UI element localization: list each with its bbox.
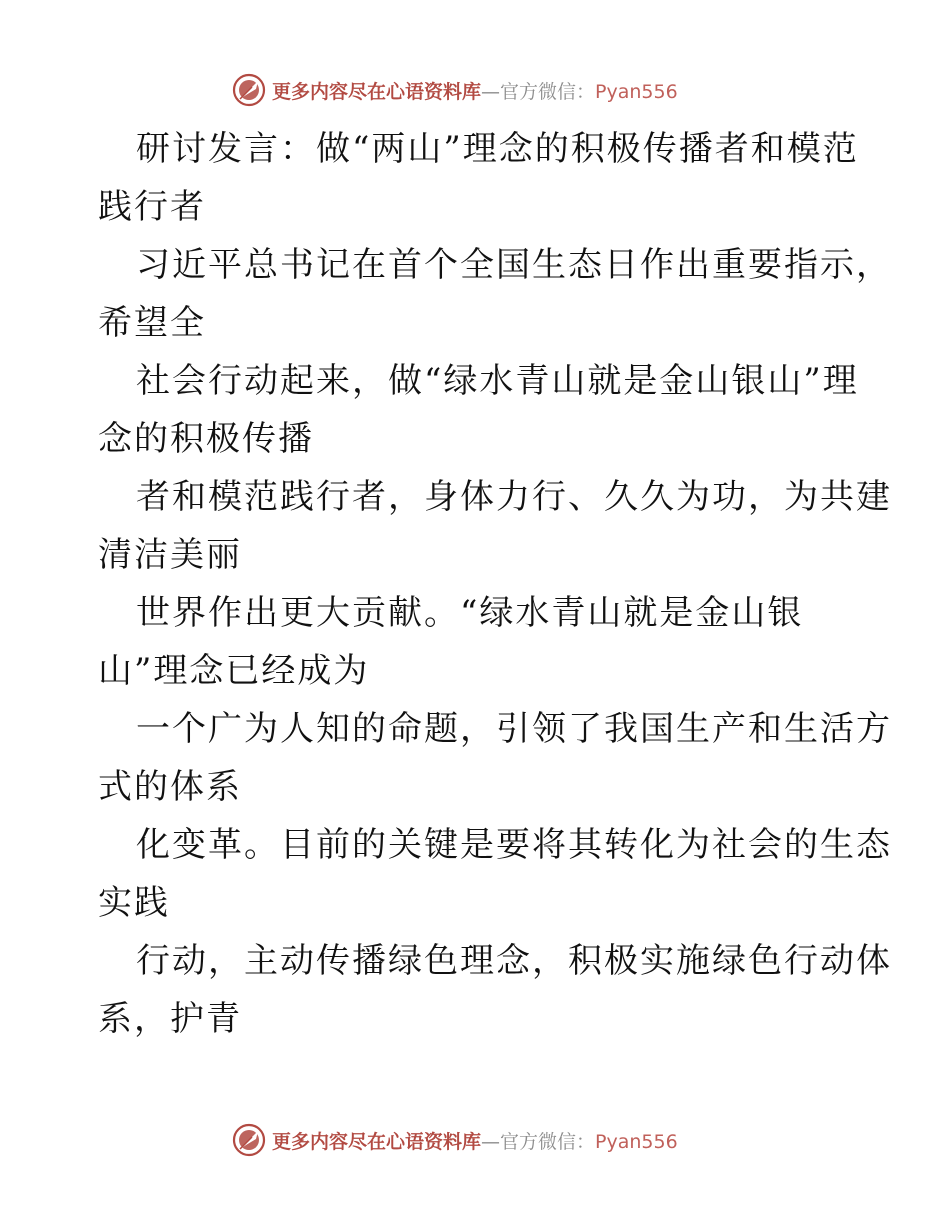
- banner-label: 官方微信：: [500, 1130, 596, 1153]
- paragraph-line: 社会行动起来，做“绿水青山就是金山银山”理: [136, 361, 859, 401]
- paragraph-line: 式的体系: [98, 767, 242, 807]
- paragraph-line: 践行者: [98, 187, 206, 227]
- banner-main-text: 更多内容尽在心语资料库: [272, 1130, 482, 1153]
- header-banner: [232, 70, 712, 110]
- paragraph-line: 化变革。目前的关键是要将其转化为社会的生态: [136, 825, 892, 865]
- banner-text: [272, 77, 678, 104]
- paragraph-line: 行动，主动传播绿色理念，积极实施绿色行动体: [136, 941, 892, 981]
- paragraph-line: 世界作出更大贡献。“绿水青山就是金山银: [136, 593, 804, 633]
- banner-main-text: 更多内容尽在心语资料库: [272, 80, 482, 103]
- paragraph-line: 实践: [98, 883, 170, 923]
- paragraph-line: 希望全: [98, 303, 206, 343]
- paragraph-line: 清洁美丽: [98, 535, 242, 575]
- banner-label: 官方微信：: [500, 80, 596, 103]
- paragraph-line: 研讨发言：做“两山”理念的积极传播者和模范: [136, 129, 859, 169]
- quill-pen-seal-icon: [232, 1123, 266, 1157]
- quill-pen-seal-icon: [232, 73, 266, 107]
- banner-wechat-id: Pyan556: [595, 1130, 678, 1153]
- paragraph-line: 系，护青: [98, 999, 242, 1039]
- footer-banner: [232, 1120, 712, 1160]
- document-body: [98, 120, 892, 1048]
- banner-wechat-id: Pyan556: [595, 80, 678, 103]
- banner-dash: —: [481, 1130, 501, 1153]
- paragraph-line: 者和模范践行者，身体力行、久久为功，为共建: [136, 477, 892, 517]
- paragraph-line: 一个广为人知的命题，引领了我国生产和生活方: [136, 709, 892, 749]
- banner-dash: —: [481, 80, 501, 103]
- paragraph-line: 山”理念已经成为: [98, 651, 370, 691]
- banner-text: [272, 1127, 678, 1154]
- paragraph-line: 习近平总书记在首个全国生态日作出重要指示，: [136, 245, 892, 285]
- paragraph-line: 念的积极传播: [98, 419, 314, 459]
